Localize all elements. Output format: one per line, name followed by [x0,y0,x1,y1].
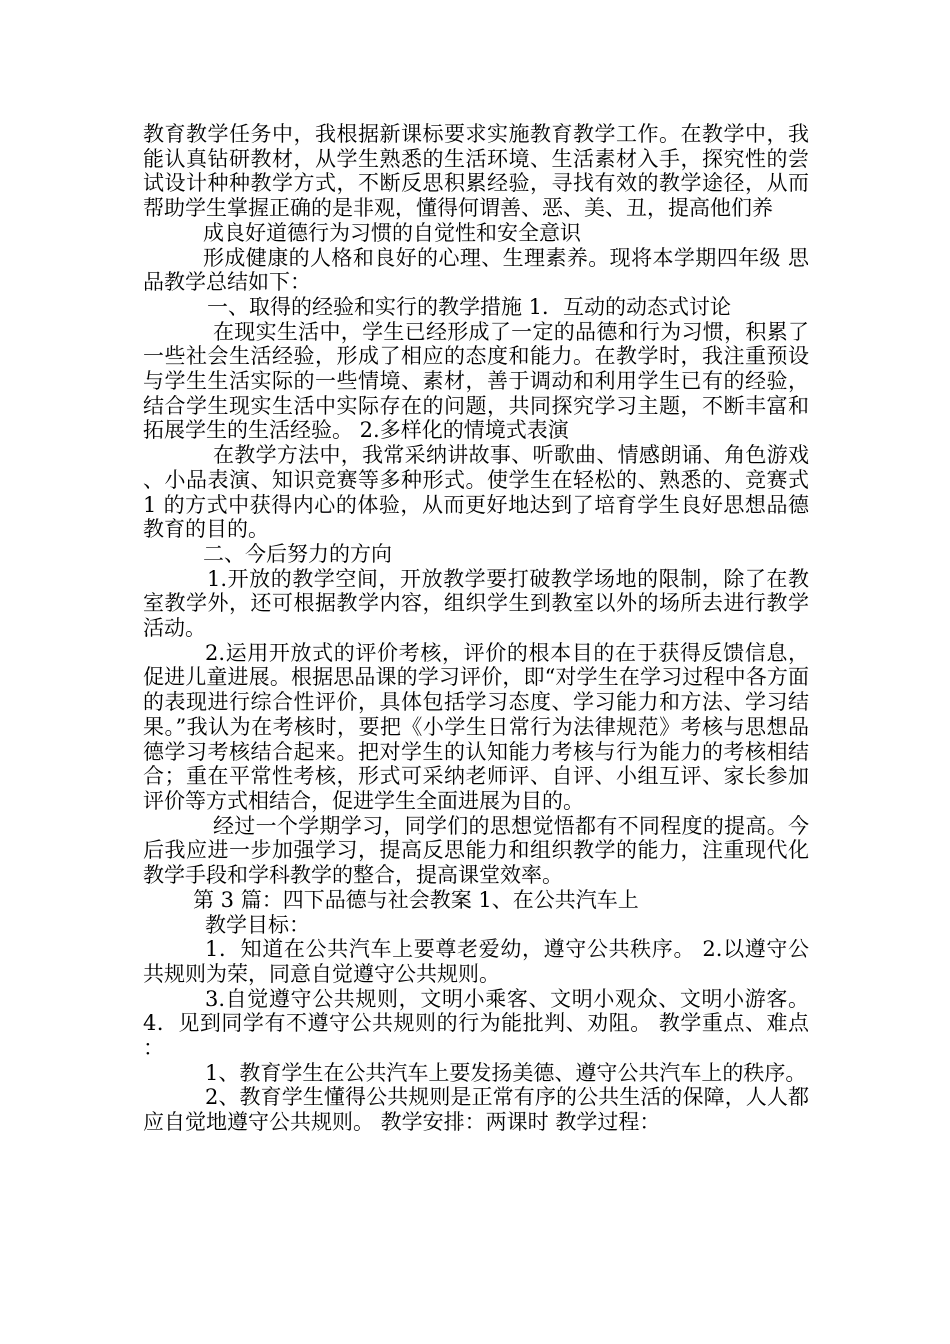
paragraph-performance: 在教学方法中，我常采纳讲故事、听歌曲、情感朗诵、角色游戏、小品表演、知识竞赛等多种形式。使学生在轻松的、熟悉的、竞赛式 1 的方式中获得内心的体验，从而更好地达到了培育学生良好思想品德教育的目的。 [143,443,809,542]
key-point-2: 2、教育学生懂得公共规则是正常有序的公共生活的保障，人人都应自觉地遵守公共规则。 教学安排：两课时 教学过程： [143,1085,809,1135]
section-heading-direction: 二、今后努力的方向 [203,541,392,566]
paragraph-open-space: 1.开放的教学空间，开放教学要打破教学场地的限制，除了在教室教学外，还可根据教学内容，组织学生到教室以外的场所去进行教学活动。 [143,566,809,641]
paragraph-habit: 成良好道德行为习惯的自觉性和安全意识 [203,220,581,245]
paragraph-summary-lead: 形成健康的人格和良好的心理、生理素养。现将本学期四年级 思品教学总结如下： [143,245,809,295]
goal-item-1-2: 1．知道在公共汽车上要尊老爱幼，遵守公共秩序。 2.以遵守公共规则为荣，同意自觉遵守公共规则。 [143,937,809,986]
key-point-1: 1、教育学生在公共汽车上要发扬美德、遵守公共汽车上的秩序。 [205,1060,807,1085]
paragraph-conclusion: 经过一个学期学习，同学们的思想觉悟都有不同程度的提高。今后我应进一步加强学习，提高反思能力和组织教学的能力，注重现代化教学手段和学科教学的整合，提高课堂效率。 [143,813,809,888]
paragraph-discussion: 在现实生活中，学生已经形成了一定的品德和行为习惯，积累了一些社会生活经验，形成了相应的态度和能力。在教学时，我注重预设与学生生活实际的一些情境、素材，善于调动和利用学生已有的经验，结合学生现实生活中实际存在的问题，共同探究学习主题，不断丰富和拓展学生的生活经验。 2.多样化的情境式表演 [143,319,809,443]
section-heading-experience: 一、取得的经验和实行的教学措施 1．互动的动态式讨论 [207,294,732,319]
teaching-goals-heading: 教学目标： [205,912,310,937]
chapter-heading: 第 3 篇：四下品德与社会教案 1、在公共汽车上 [193,887,639,912]
paragraph-evaluation: 2.运用开放式的评价考核，评价的根本目的在于获得反馈信息，促进儿童进展。根据思品课的学习评价，即“对学生在学习过程中各方面的表现进行综合性评价，具体包括学习态度、学习能力和方法、学习结果。”我认为在考核时，要把《小学生日常行为法律规范》考核与思想品德学习考核结合起来。把对学生的认知能力考核与行为能力的考核相结合；重在平常性考核，形式可采纳老师评、自评、小组互评、家长参加评价等方式相结合，促进学生全面进展为目的。 [143,640,809,813]
document-page [143,122,809,1135]
paragraph-intro: 教育教学任务中，我根据新课标要求实施教育教学工作。在教学中，我能认真钻研教材，从学生熟悉的生活环境、生活素材入手，探究性的尝试设计种种教学方式，不断反思积累经验，寻找有效的教学途径，从而帮助学生掌握正确的是非观，懂得何谓善、恶、美、丑，提高他们养 [143,122,809,221]
goal-item-3-4: 3.自觉遵守公共规则，文明小乘客、文明小观众、文明小游客。 4．见到同学有不遵守公共规则的行为能批判、劝阻。 教学重点、难点： [143,986,809,1061]
